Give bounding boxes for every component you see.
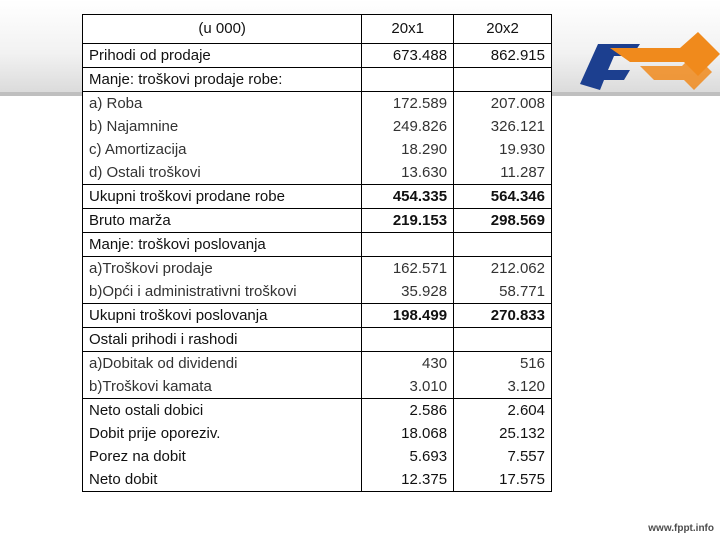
total-cost-of-sales-v1: 454.335 (362, 185, 454, 209)
cost-item-label: a) Roba (89, 95, 143, 112)
total-cost-of-sales-label: Ukupni troškovi prodane robe (83, 185, 362, 209)
total-operating-v1: 198.499 (362, 304, 454, 328)
gross-margin-v2: 298.569 (454, 209, 552, 233)
cost-item-label: c) Amortizacija (89, 141, 187, 158)
total-operating-v2: 270.833 (454, 304, 552, 328)
cost-item-label: d) Ostali troškovi (89, 164, 201, 181)
final-items-labels (83, 399, 362, 492)
section-other: Ostali prihodi i rashodi (83, 328, 362, 352)
total-operating-label: Ukupni troškovi poslovanja (83, 304, 362, 328)
final-items-v2 (454, 399, 552, 492)
cost-items-labels (83, 92, 362, 185)
cost-item-v2: 326.121 (490, 118, 545, 135)
operating-item-v1: 162.571 (392, 260, 448, 277)
operating-item-v2: 212.062 (490, 260, 545, 277)
final-item-v2: 2.604 (507, 402, 545, 419)
final-item-v1: 18.068 (401, 425, 448, 442)
section-cost-of-sales: Manje: troškovi prodaje robe: (83, 68, 362, 92)
unit-header: (u 000) (83, 15, 362, 44)
final-item-v1: 12.375 (401, 471, 448, 488)
section-operating: Manje: troškovi poslovanja (83, 233, 362, 257)
cost-item-v1: 172.589 (392, 95, 448, 112)
other-item-label: a)Dobitak od dividendi (89, 355, 238, 372)
revenue-v1: 673.488 (362, 44, 454, 68)
table-header-row (83, 15, 552, 44)
final-item-v2: 25.132 (499, 425, 545, 442)
cost-items-v2 (454, 92, 552, 185)
cost-item-v2: 11.287 (500, 164, 545, 181)
cost-item-v2: 207.008 (490, 95, 545, 112)
cost-item-v1: 18.290 (401, 141, 448, 158)
table-row (83, 185, 552, 209)
cost-item-v1: 249.826 (392, 118, 448, 135)
other-item-label: b)Troškovi kamata (89, 378, 212, 395)
final-item-label: Neto dobit (89, 471, 158, 488)
cost-item-label: b) Najamnine (89, 118, 179, 135)
revenue-label: Prihodi od prodaje (83, 44, 362, 68)
year2-header: 20x2 (454, 15, 552, 44)
table-row (83, 257, 552, 304)
table-row (83, 209, 552, 233)
table-row (83, 328, 552, 352)
fppt-logo-icon (570, 14, 720, 94)
table-row (83, 352, 552, 399)
operating-items-labels (83, 257, 362, 304)
revenue-v2: 862.915 (454, 44, 552, 68)
other-items-labels (83, 352, 362, 399)
financial-statement-table (82, 14, 552, 492)
cost-item-v2: 19.930 (499, 141, 545, 158)
cost-item-v1: 13.630 (401, 164, 448, 181)
table-row (83, 68, 552, 92)
operating-items-v2 (454, 257, 552, 304)
table-row (83, 399, 552, 492)
other-item-v2: 516 (519, 355, 545, 372)
table-row (83, 44, 552, 68)
final-item-v1: 5.693 (409, 448, 448, 465)
operating-item-v1: 35.928 (401, 283, 448, 300)
other-items-v1 (362, 352, 454, 399)
table-row (83, 92, 552, 185)
operating-item-label: a)Troškovi prodaje (89, 260, 213, 277)
operating-item-label: b)Opći i administrativni troškovi (89, 283, 297, 300)
gross-margin-v1: 219.153 (362, 209, 454, 233)
operating-item-v2: 58.771 (499, 283, 545, 300)
gross-margin-label: Bruto marža (83, 209, 362, 233)
other-items-v2 (454, 352, 552, 399)
other-item-v2: 3.120 (507, 378, 545, 395)
other-item-v1: 430 (422, 355, 448, 372)
table-row (83, 304, 552, 328)
final-item-v2: 7.557 (507, 448, 545, 465)
final-items-v1 (362, 399, 454, 492)
cost-items-v1 (362, 92, 454, 185)
footer-url: www.fppt.info (648, 523, 714, 534)
table-row (83, 233, 552, 257)
final-item-label: Neto ostali dobici (89, 402, 204, 419)
total-cost-of-sales-v2: 564.346 (454, 185, 552, 209)
final-item-label: Dobit prije oporeziv. (89, 425, 221, 442)
final-item-v1: 2.586 (409, 402, 448, 419)
final-item-label: Porez na dobit (89, 448, 186, 465)
operating-items-v1 (362, 257, 454, 304)
final-item-v2: 17.575 (499, 471, 545, 488)
year1-header: 20x1 (362, 15, 454, 44)
other-item-v1: 3.010 (409, 378, 448, 395)
